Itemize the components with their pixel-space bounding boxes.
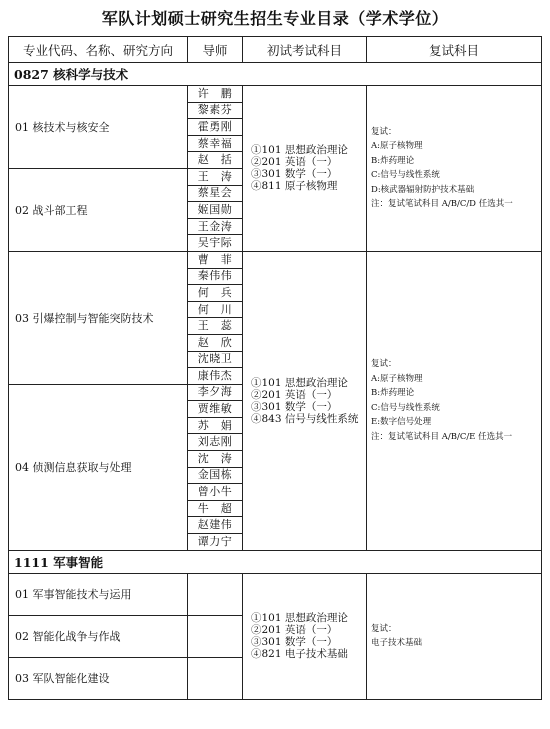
exam-line: ②201 英语（一）	[251, 156, 338, 169]
exam-line: ④821 电子技术基础	[251, 648, 348, 661]
table-row	[9, 86, 542, 103]
exam-line: ②201 英语（一）	[251, 388, 338, 401]
retest-line: A:原子核物理	[371, 373, 423, 384]
retest-line: 复试：	[371, 359, 397, 370]
tutor-cell: 蔡幸福	[188, 135, 243, 152]
tutor-cell: 苏 娟	[188, 417, 243, 434]
tutor-cell: 康伟杰	[188, 368, 243, 385]
tutor-cell: 姬国勋	[188, 202, 243, 219]
exam-line: ④843 信号与线性系统	[251, 412, 359, 425]
tutor-cell: 刘志刚	[188, 434, 243, 451]
tutor-cell: 贾维敏	[188, 401, 243, 418]
exam-line: ①101 思想政治理论	[251, 144, 348, 157]
tutor-cell: 王 涛	[188, 168, 243, 185]
major-name: 02 智能化战争与作战	[9, 615, 188, 657]
tutor-cell	[188, 657, 243, 699]
exam-line: ③301 数学（一）	[251, 400, 338, 413]
retest-line: C:信号与线性系统	[371, 170, 440, 181]
retest-line: 复试：	[371, 126, 397, 137]
major-name: 01 核技术与核安全	[9, 86, 188, 169]
tutor-cell: 沈 涛	[188, 451, 243, 468]
major-name: 03 引爆控制与智能突防技术	[9, 251, 188, 384]
tutor-cell: 牛 超	[188, 500, 243, 517]
exam-subjects	[243, 251, 367, 550]
section-title: 0827 核科学与技术	[9, 63, 542, 86]
header-retest: 复试科目	[367, 37, 542, 63]
retest-line: 注：复试笔试科目 A/B/C/D 任选其一	[371, 199, 513, 210]
page-title: 军队计划硕士研究生招生专业目录（学术学位）	[101, 9, 449, 28]
tutor-cell	[188, 615, 243, 657]
retest-line: C:信号与线性系统	[371, 402, 440, 413]
exam-line: ②201 英语（一）	[251, 624, 338, 637]
exam-line: ③301 数学（一）	[251, 168, 338, 181]
tutor-cell: 赵 括	[188, 152, 243, 169]
tutor-cell: 王金涛	[188, 218, 243, 235]
catalog-table	[8, 36, 542, 700]
retest-line: A:原子核物理	[371, 141, 423, 152]
retest-line: 注：复试笔试科目 A/B/C/E 任选其一	[371, 431, 513, 442]
table-row	[9, 251, 542, 268]
header-tutor: 导师	[188, 37, 243, 63]
tutor-cell: 秦伟伟	[188, 268, 243, 285]
tutor-cell: 曹 菲	[188, 251, 243, 268]
section-title: 1111 军事智能	[9, 550, 542, 573]
retest-line: D:核武器辐射防护技术基础	[371, 184, 475, 195]
exam-subjects	[243, 573, 367, 699]
tutor-cell: 王 蕊	[188, 318, 243, 335]
retest-subjects	[367, 573, 542, 699]
retest-line: 电子技术基础	[371, 638, 423, 649]
header-exam: 初试考试科目	[243, 37, 367, 63]
exam-subjects	[243, 86, 367, 252]
header-major: 专业代码、名称、研究方向	[9, 37, 188, 63]
tutor-cell: 吴宇际	[188, 235, 243, 252]
retest-line: B:炸药理论	[371, 155, 415, 166]
table-row	[9, 573, 542, 615]
exam-line: ④811 原子核物理	[251, 180, 338, 193]
tutor-cell	[188, 573, 243, 615]
retest-line: B:炸药理论	[371, 388, 415, 399]
retest-line: E:数字信号处理	[371, 417, 432, 428]
tutor-cell: 蔡星会	[188, 185, 243, 202]
tutor-cell: 黎素芬	[188, 102, 243, 119]
tutor-cell: 李夕海	[188, 384, 243, 401]
section-row	[9, 550, 542, 573]
tutor-cell: 霍勇刚	[188, 119, 243, 136]
tutor-cell: 何 兵	[188, 285, 243, 302]
retest-subjects	[367, 86, 542, 252]
tutor-cell: 沈晓卫	[188, 351, 243, 368]
tutor-cell: 赵 欣	[188, 334, 243, 351]
tutor-cell: 曾小牛	[188, 484, 243, 501]
section-row	[9, 63, 542, 86]
tutor-cell: 许 鹏	[188, 86, 243, 103]
header-row	[9, 37, 542, 63]
major-name: 04 侦测信息获取与处理	[9, 384, 188, 550]
tutor-cell: 谭力宁	[188, 534, 243, 551]
tutor-cell: 何 川	[188, 301, 243, 318]
major-name: 02 战斗部工程	[9, 168, 188, 251]
retest-subjects	[367, 251, 542, 550]
exam-line: ①101 思想政治理论	[251, 376, 348, 389]
exam-line: ①101 思想政治理论	[251, 612, 348, 625]
tutor-cell: 赵建伟	[188, 517, 243, 534]
major-name: 03 军队智能化建设	[9, 657, 188, 699]
major-name: 01 军事智能技术与运用	[9, 573, 188, 615]
tutor-cell: 金国栋	[188, 467, 243, 484]
retest-line: 复试：	[371, 623, 397, 634]
exam-line: ③301 数学（一）	[251, 636, 338, 649]
